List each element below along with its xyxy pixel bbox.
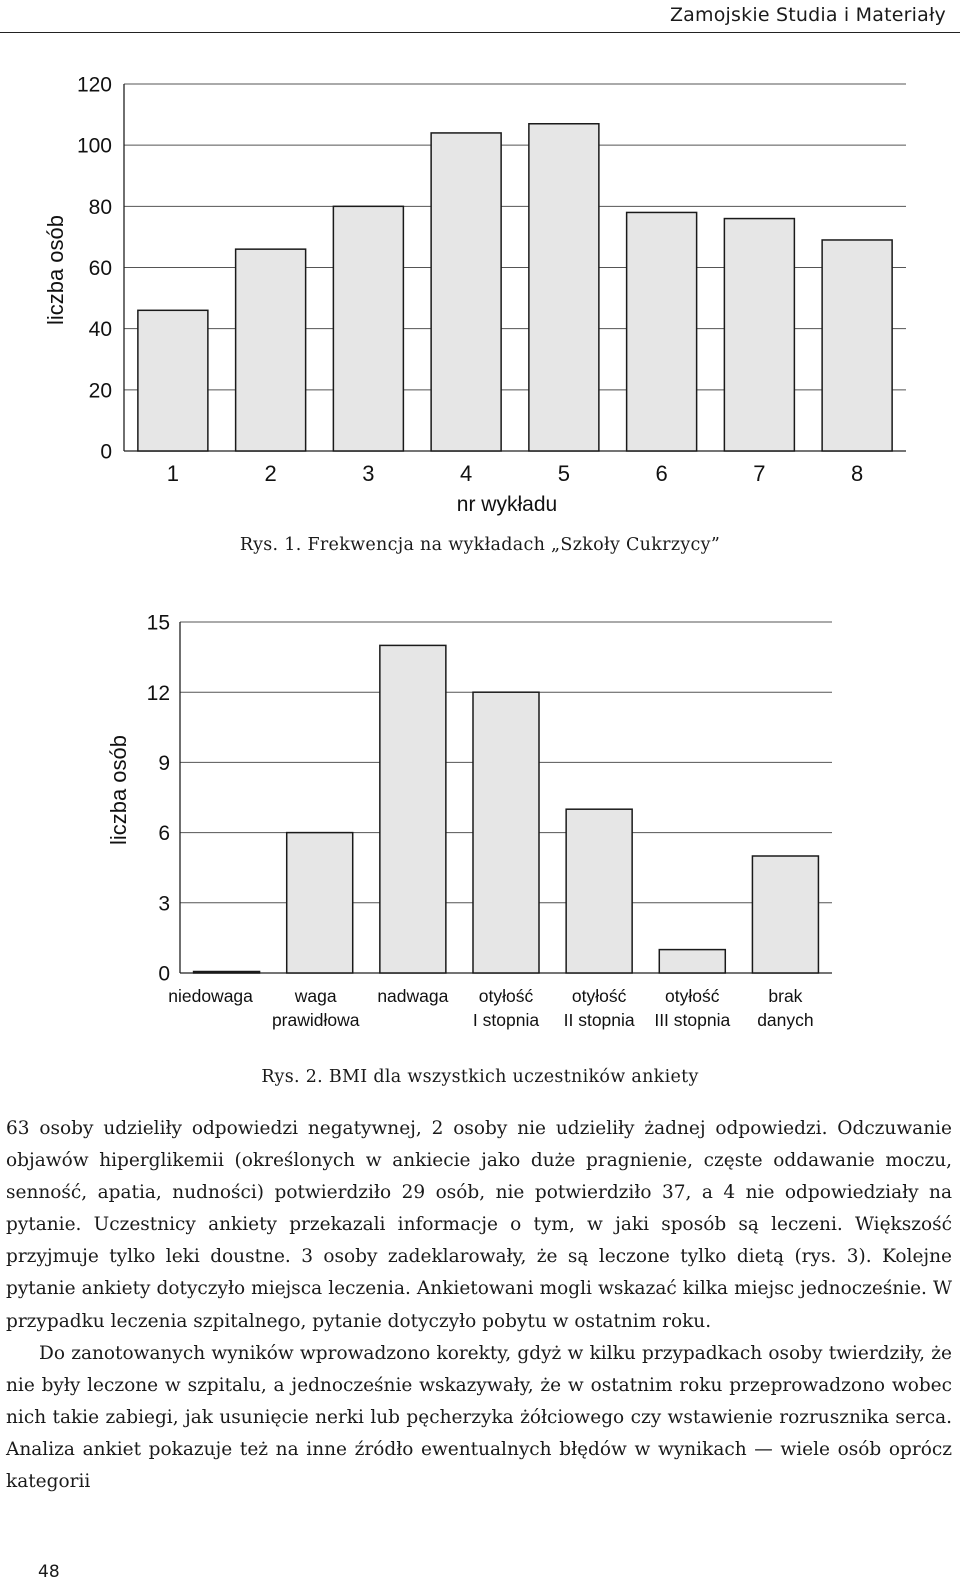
bar: [724, 219, 794, 451]
x-axis-label: nr wykładu: [456, 493, 558, 516]
bar: [380, 645, 446, 973]
bar: [236, 249, 306, 451]
x-tick-label: 7: [753, 461, 766, 486]
y-axis-label: liczba osób: [106, 734, 131, 846]
bar: [287, 833, 353, 973]
y-tick-label: 9: [158, 751, 170, 775]
y-tick-label: 12: [146, 681, 170, 705]
bar: [431, 133, 501, 451]
y-tick-label: 15: [146, 611, 170, 635]
x-tick-label: 3: [362, 461, 375, 486]
page-number: 48: [38, 1562, 60, 1582]
bar: [473, 692, 539, 973]
header-rule: [0, 32, 960, 33]
attendance-bar-chart: [0, 60, 960, 530]
y-tick-label: 0: [158, 962, 170, 986]
journal-title: Zamojskie Studia i Materiały: [669, 4, 946, 26]
x-tick-label: brak: [768, 986, 803, 1006]
y-axis-label: liczba osób: [43, 214, 68, 326]
running-header: [0, 0, 960, 36]
body-text: [6, 1113, 952, 1498]
x-tick-label: 8: [851, 461, 864, 486]
y-tick-label: 80: [88, 195, 112, 219]
x-tick-label: prawidłowa: [271, 1010, 360, 1030]
y-tick-label: 40: [88, 318, 112, 342]
x-tick-label: nadwaga: [377, 986, 449, 1006]
x-tick-label: III stopnia: [654, 1010, 731, 1030]
figure-1-caption: Rys. 1. Frekwencja na wykładach „Szkoły Cukrzycy”: [239, 535, 721, 555]
figure-2-caption: Rys. 2. BMI dla wszystkich uczestników ankiety: [261, 1067, 699, 1087]
bar: [752, 856, 818, 973]
x-tick-label: 4: [460, 461, 473, 486]
bar: [529, 124, 599, 451]
bar: [138, 310, 208, 451]
y-tick-label: 6: [158, 822, 170, 846]
bar: [566, 809, 632, 973]
y-tick-label: 120: [76, 73, 112, 97]
x-tick-label: otyłość: [478, 986, 534, 1006]
paragraph: Do zanotowanych wyników wprowadzono korekty, gdyż w kilku przypadkach osoby twierdziły, że nie były leczone w szpitalu, a jednocześnie wskazywały, że w ostatnim roku przeprowadzono wobec nich takie zabiegi, jak usunięcie nerki lub pęcherzyka żółciowego czy wstawienie rozrusznika serca. Analiza ankiet pokazuje też na inne źródło ewentualnych błędów w wynikach — wiele osób oprócz kategorii: [6, 1342, 952, 1493]
y-tick-label: 20: [88, 379, 112, 403]
y-tick-label: 3: [158, 892, 170, 916]
paragraph: 63 osoby udzieliły odpowiedzi negatywnej, 2 osoby nie udzieliły żadnej odpowiedzi. Odczuwanie objawów hiperglikemii (określonych w ankiecie jako duże pragnienie, częste oddawanie moczu, senność, apatia, nudności) potwierdziło 29 osób, nie potwierdziło 37, a 4 nie odpowiedziały na pytanie. Uczestnicy ankiety przekazali informacje o tym, w jaki sposób są leczeni. Większość przyjmuje tylko leki doustne. 3 osoby zadeklarowały, że są leczone tylko dietą (rys. 3). Kolejne pytanie ankiety dotyczyło miejsca leczenia. Ankietowani mogli wskazać kilka miejsc jednocześnie. W przypadku leczenia szpitalnego, pytanie dotyczyło pobytu w ostatnim roku.: [6, 1118, 952, 1332]
bar: [333, 206, 403, 451]
x-tick-label: waga: [294, 986, 337, 1006]
x-tick-label: 1: [166, 461, 179, 486]
x-tick-label: danych: [757, 1010, 814, 1030]
x-tick-label: 2: [264, 461, 277, 486]
x-tick-label: otyłość: [571, 986, 627, 1006]
y-tick-label: 60: [88, 257, 112, 281]
x-tick-label: 5: [557, 461, 570, 486]
bar: [659, 950, 725, 973]
x-tick-label: I stopnia: [472, 1010, 540, 1030]
y-tick-label: 0: [100, 440, 112, 464]
x-tick-label: otyłość: [665, 986, 720, 1006]
x-tick-label: 6: [655, 461, 668, 486]
bar: [194, 972, 260, 974]
bar: [627, 212, 697, 451]
bmi-bar-chart: [0, 595, 960, 1045]
x-tick-label: niedowaga: [168, 986, 253, 1006]
y-tick-label: 100: [76, 134, 112, 158]
x-tick-label: II stopnia: [563, 1010, 635, 1030]
bar: [822, 240, 892, 451]
